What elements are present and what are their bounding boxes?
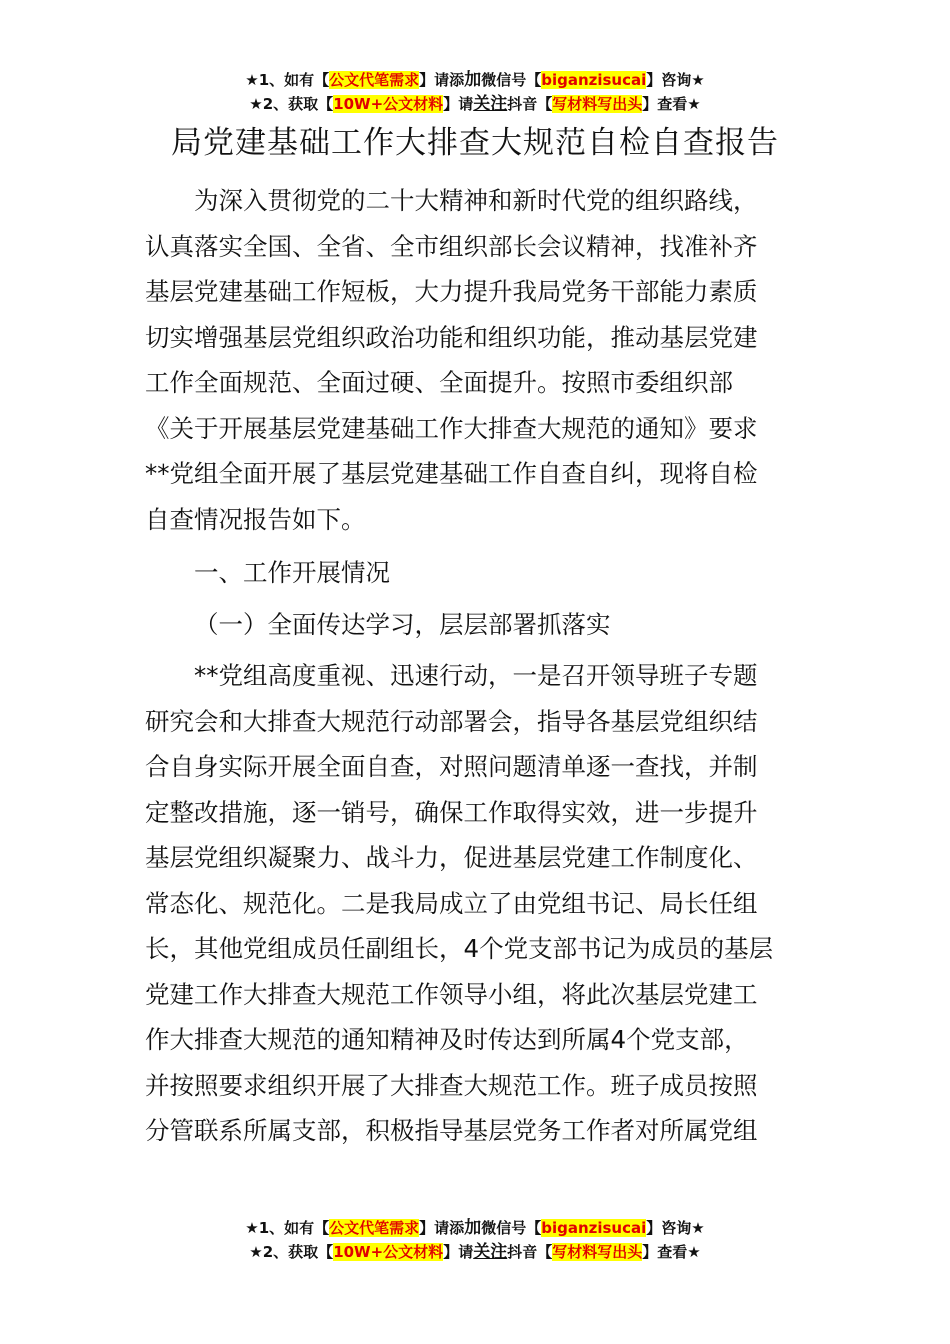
paragraph-line: 定整改措施，逐一销号，确保工作取得实效，进一步提升	[145, 797, 758, 827]
section-heading: 一、工作开展情况	[194, 558, 390, 587]
banner-line-2: ★2、获取【10W+公文材料】请关注抖音【写材料写出头】查看★	[249, 1242, 701, 1262]
banner-line-2: ★2、获取【10W+公文材料】请关注抖音【写材料写出头】查看★	[249, 94, 701, 114]
header-banner	[0, 68, 950, 116]
paragraph-line: 基层党建基础工作短板，大力提升我局党务干部能力素质	[145, 277, 758, 306]
paragraph-line: 分管联系所属支部，积极指导基层党务工作者对所属党组	[145, 1116, 758, 1145]
paragraph-line: 作大排查大规范的通知精神及时传达到所属4个党支部，	[145, 1025, 749, 1054]
paragraph-line: 并按照要求组织开展了大排查大规范工作。班子成员按照	[145, 1070, 758, 1100]
paragraph-line: 《关于开展基层党建基础工作大排查大规范的通知》要求	[145, 413, 758, 443]
paragraph-line: 合自身实际开展全面自查，对照问题清单逐一查找，并制	[145, 752, 758, 781]
paragraph-line: 为深入贯彻党的二十大精神和新时代党的组织路线，	[194, 186, 758, 215]
paragraph-line: **党组高度重视、迅速行动，一是召开领导班子专题	[194, 661, 758, 690]
paragraph-line: 基层党组织凝聚力、战斗力，促进基层党建工作制度化、	[145, 843, 758, 872]
paragraph-line: 自查情况报告如下。	[145, 504, 366, 534]
footer-banner	[0, 1216, 950, 1264]
paragraph-line: 研究会和大排查大规范行动部署会，指导各基层党组织结	[145, 706, 758, 736]
paragraph-line: 认真落实全国、全省、全市组织部长会议精神，找准补齐	[145, 231, 758, 261]
paragraph-line: 常态化、规范化。二是我局成立了由党组书记、局长任组	[145, 888, 758, 918]
document-body	[145, 178, 809, 1154]
paragraph-line: **党组全面开展了基层党建基础工作自查自纠，现将自检	[145, 459, 758, 488]
paragraph-line: 长，其他党组成员任副组长，4个党支部书记为成员的基层	[145, 934, 774, 963]
document-title: 局党建基础工作大排查大规范自检自查报告	[171, 125, 779, 161]
banner-line-1: ★1、如有【公文代笔需求】请添加微信号【biganzisucai】咨询★	[245, 70, 705, 90]
paragraph-line: 工作全面规范、全面过硬、全面提升。按照市委组织部	[145, 368, 733, 397]
paragraph-line: 切实增强基层党组织政治功能和组织功能，推动基层党建	[145, 322, 758, 352]
paragraph-line: 党建工作大排查大规范工作领导小组，将此次基层党建工	[145, 979, 758, 1009]
subsection-heading: （一）全面传达学习，层层部署抓落实	[194, 609, 611, 639]
banner-line-1: ★1、如有【公文代笔需求】请添加微信号【biganzisucai】咨询★	[245, 1218, 705, 1238]
